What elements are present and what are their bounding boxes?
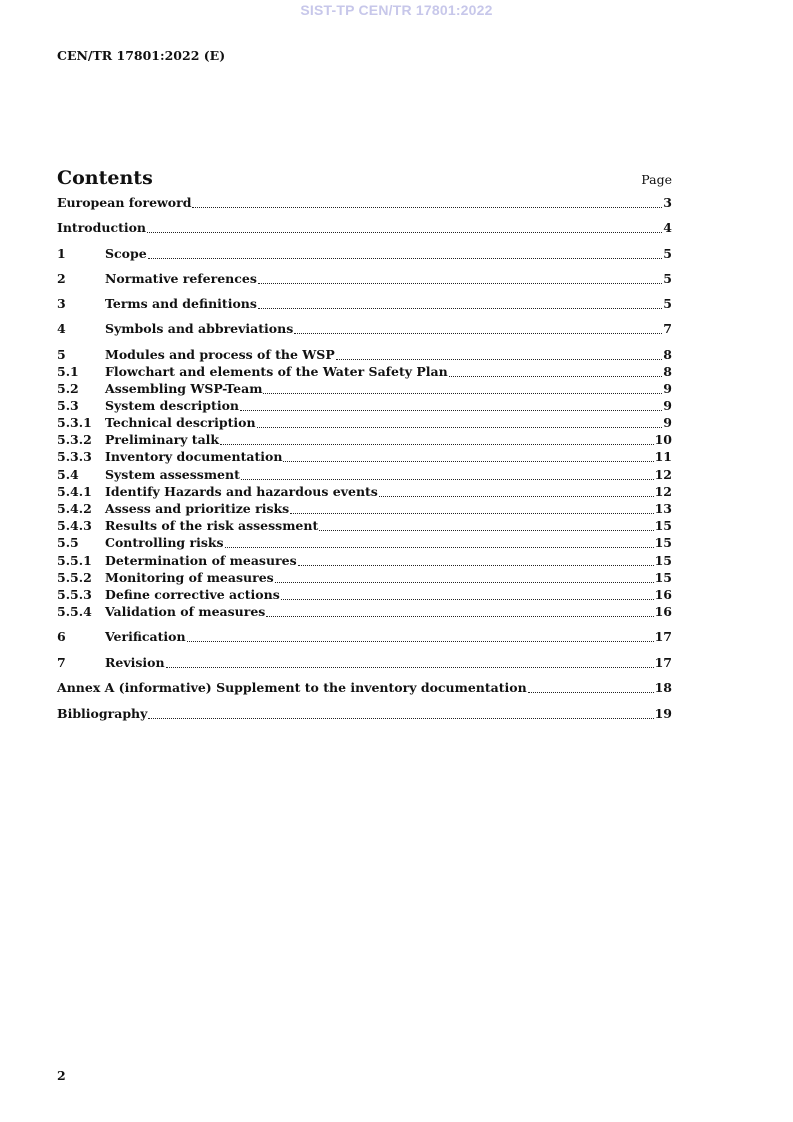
- toc-entry-title: Validation of measures: [105, 604, 266, 619]
- dot-leader: [148, 257, 663, 259]
- toc-entry-number: 4: [57, 321, 66, 336]
- toc-entry[interactable]: [57, 415, 672, 431]
- toc-entry[interactable]: [57, 604, 672, 620]
- toc-entry-page: 8: [663, 347, 672, 362]
- toc-entry[interactable]: [57, 706, 672, 722]
- toc-entry-page: 9: [663, 415, 672, 430]
- toc-entry-page: 13: [654, 501, 672, 516]
- toc-entry-page: 17: [654, 655, 672, 670]
- dot-leader: [319, 529, 653, 531]
- toc-entry-title: Inventory documentation: [105, 449, 283, 464]
- dot-leader: [220, 443, 654, 445]
- dot-leader: [449, 375, 663, 377]
- toc-entry[interactable]: [57, 501, 672, 517]
- dot-leader: [263, 392, 662, 394]
- toc-entry[interactable]: [57, 381, 672, 397]
- toc-entry[interactable]: [57, 535, 672, 551]
- toc-entry-title: Define corrective actions: [105, 587, 280, 602]
- toc-entry-title: Monitoring of measures: [105, 570, 274, 585]
- toc-entry-page: 15: [654, 570, 672, 585]
- toc-entry-number: 5.5: [57, 535, 79, 550]
- toc-entry-page: 12: [654, 484, 672, 499]
- contents-title: Contents: [57, 167, 153, 189]
- toc-entry-title: Bibliography: [57, 706, 148, 721]
- toc-entry-page: 19: [654, 706, 672, 721]
- dot-leader: [266, 615, 653, 617]
- dot-leader: [528, 691, 654, 693]
- toc-entry[interactable]: [57, 629, 672, 645]
- dot-leader: [275, 581, 654, 583]
- toc-entry-page: 16: [654, 604, 672, 619]
- toc-entry-title: Determination of measures: [105, 553, 297, 568]
- toc-entry-number: 5.4: [57, 467, 79, 482]
- toc-entry[interactable]: [57, 449, 672, 465]
- toc-entry-title: System description: [105, 398, 239, 413]
- toc-entry-page: 12: [654, 467, 672, 482]
- dot-leader: [258, 282, 662, 284]
- toc-entry-title: Symbols and abbreviations: [105, 321, 294, 336]
- contents-header: [57, 163, 672, 189]
- toc-entry-title: Preliminary talk: [105, 432, 220, 447]
- toc-entry-number: 5.3.1: [57, 415, 92, 430]
- toc-entry-number: 5.5.3: [57, 587, 92, 602]
- toc-entry-number: 5.5.4: [57, 604, 92, 619]
- dot-leader: [298, 564, 654, 566]
- toc-entry-page: 16: [654, 587, 672, 602]
- toc-entry-page: 9: [663, 398, 672, 413]
- dot-leader: [148, 717, 653, 719]
- dot-leader: [240, 409, 662, 411]
- dot-leader: [166, 666, 654, 668]
- toc-entry[interactable]: [57, 570, 672, 586]
- toc-entry-page: 8: [663, 364, 672, 379]
- toc-entry-title: Introduction: [57, 220, 147, 235]
- dot-leader: [225, 546, 654, 548]
- toc-entry[interactable]: [57, 655, 672, 671]
- toc-entry-number: 1: [57, 246, 66, 261]
- toc-entry[interactable]: [57, 518, 672, 534]
- toc-entry-title: Controlling risks: [105, 535, 224, 550]
- toc-entry-number: 5.3.2: [57, 432, 92, 447]
- dot-leader: [147, 231, 662, 233]
- toc-entry-page: 10: [654, 432, 672, 447]
- toc-entry[interactable]: [57, 553, 672, 569]
- toc-entry-page: 15: [654, 553, 672, 568]
- toc-entry-number: 6: [57, 629, 66, 644]
- toc-entry[interactable]: [57, 484, 672, 500]
- dot-leader: [379, 495, 654, 497]
- toc-entry-page: 5: [663, 296, 672, 311]
- toc-entry-number: 5: [57, 347, 66, 362]
- toc-entry-title: System assessment: [105, 467, 240, 482]
- toc-entry[interactable]: [57, 432, 672, 448]
- toc-entry-page: 7: [663, 321, 672, 336]
- document-id: CEN/TR 17801:2022 (E): [57, 48, 226, 63]
- toc-entry-title: Normative references: [105, 271, 257, 286]
- dot-leader: [281, 598, 654, 600]
- toc-entry-page: 11: [654, 449, 672, 464]
- toc-entry[interactable]: [57, 467, 672, 483]
- toc-entry-page: 18: [654, 680, 672, 695]
- toc-entry-title: Technical description: [105, 415, 256, 430]
- toc-entry-title: Assess and prioritize risks: [105, 501, 290, 516]
- dot-leader: [258, 307, 662, 309]
- toc-entry[interactable]: [57, 195, 672, 211]
- toc-entry-page: 15: [654, 518, 672, 533]
- toc-entry-page: 3: [663, 195, 672, 210]
- toc-entry-number: 5.2: [57, 381, 79, 396]
- toc-entry-number: 5.4.1: [57, 484, 92, 499]
- toc-entry[interactable]: [57, 321, 672, 337]
- dot-leader: [290, 512, 653, 514]
- toc-entry-title: Scope: [105, 246, 147, 261]
- toc-entry-page: 9: [663, 381, 672, 396]
- toc-entry-page: 15: [654, 535, 672, 550]
- toc-entry-title: Results of the risk assessment: [105, 518, 319, 533]
- toc-entry-title: Terms and definitions: [105, 296, 257, 311]
- toc-entry[interactable]: [57, 271, 672, 287]
- toc-entry[interactable]: [57, 246, 672, 262]
- dot-leader: [241, 478, 654, 480]
- toc-entry-number: 5.3.3: [57, 449, 92, 464]
- page-column-label: Page: [641, 172, 672, 187]
- toc-entry-title: Annex A (informative) Supplement to the inventory documentation: [57, 680, 527, 695]
- toc-entry-number: 2: [57, 271, 66, 286]
- toc-entry-number: 7: [57, 655, 66, 670]
- toc-entry-title: Flowchart and elements of the Water Safety Plan: [105, 364, 448, 379]
- toc-entry-number: 5.5.2: [57, 570, 92, 585]
- dot-leader: [294, 332, 662, 334]
- toc-entry[interactable]: [57, 364, 672, 380]
- toc-entry-page: 5: [663, 246, 672, 261]
- toc-entry-title: Assembling WSP-Team: [105, 381, 263, 396]
- toc-entry-title: Identify Hazards and hazardous events: [105, 484, 378, 499]
- dot-leader: [283, 460, 653, 462]
- toc-entry-number: 5.1: [57, 364, 79, 379]
- watermark: SIST-TP CEN/TR 17801:2022: [300, 2, 493, 18]
- toc-entry-number: 5.5.1: [57, 553, 92, 568]
- toc-entry[interactable]: [57, 680, 672, 696]
- toc-entry-page: 5: [663, 271, 672, 286]
- toc-entry[interactable]: [57, 296, 672, 312]
- toc-entry-number: 5.3: [57, 398, 79, 413]
- dot-leader: [192, 206, 662, 208]
- page-number: 2: [57, 1068, 66, 1083]
- toc-entry[interactable]: [57, 220, 672, 236]
- toc-entry-number: 3: [57, 296, 66, 311]
- toc-entry-title: Revision: [105, 655, 165, 670]
- dot-leader: [187, 640, 654, 642]
- dot-leader: [257, 426, 663, 428]
- toc-entry-title: European foreword: [57, 195, 192, 210]
- toc-entry[interactable]: [57, 587, 672, 603]
- toc-entry[interactable]: [57, 347, 672, 363]
- toc-entry-page: 4: [663, 220, 672, 235]
- toc-entry-number: 5.4.3: [57, 518, 92, 533]
- toc-entry-title: Verification: [105, 629, 186, 644]
- toc-entry-page: 17: [654, 629, 672, 644]
- toc-entry[interactable]: [57, 398, 672, 414]
- dot-leader: [336, 358, 663, 360]
- toc-entry-title: Modules and process of the WSP: [105, 347, 335, 362]
- toc-entry-number: 5.4.2: [57, 501, 92, 516]
